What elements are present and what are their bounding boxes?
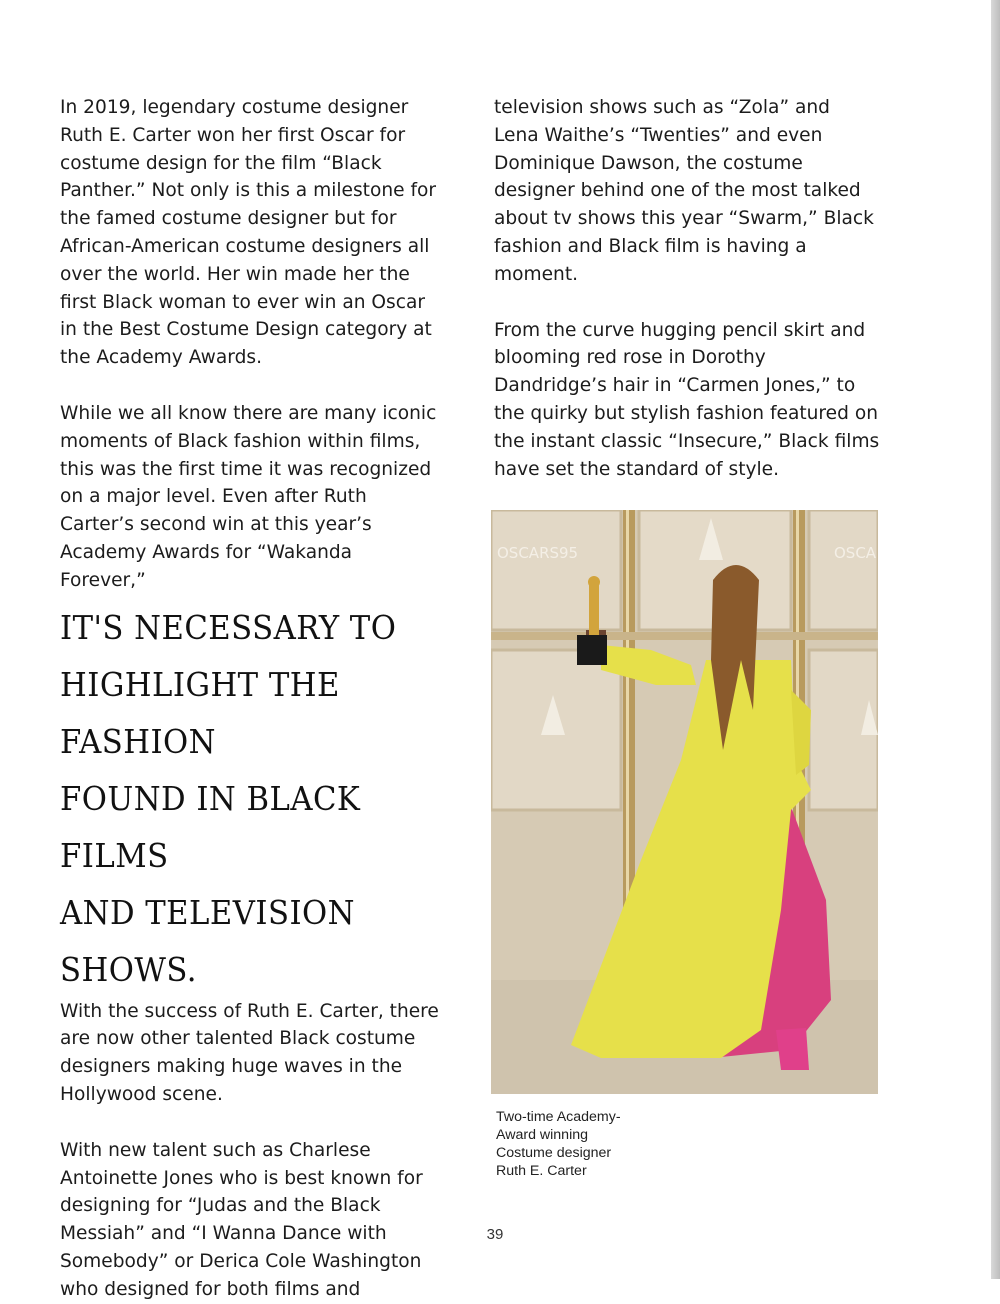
paragraph-new-talent: With new talent such as Charlese Antoinette Jones who is best known for designing for “Judas and the Black Messiah” and “I Wanna Dance with Somebody” or Derica Cole Washington who designed for both films and [60, 1139, 423, 1300]
backdrop-text-left: OSCARS95 [497, 544, 579, 562]
paragraph-iconic-moments: While we all know there are many iconic moments of Black fashion within films, this was the first time it was recognized on a major level. Even after Ruth Carter’s second win at this year’s Academy Awards for “Wakanda Forever,” [60, 402, 437, 591]
photo-illustration [491, 510, 878, 1094]
paragraph-style-standard: From the curve hugging pencil skirt and blooming red rose in Dorothy Dandridge’s hair in “Carmen Jones,” to the quirky but stylish fashion featured on the instant classic “Insecure,” Black films have set the standard of style. [494, 319, 880, 480]
left-column [60, 94, 475, 1304]
photo-ruth-carter [491, 510, 878, 1094]
paragraph-success: With the success of Ruth E. Carter, there are now other talented Black costume designers making huge waves in the Hollywood scene. [60, 1000, 439, 1105]
page-number: 39 [486, 1226, 504, 1243]
right-column [494, 94, 904, 483]
backdrop-text-right: OSCA [834, 544, 877, 562]
page-edge-shadow [991, 0, 1000, 1279]
pull-quote: IT'S NECESSARY TO HIGHLIGHT THE FASHION FOUND IN BLACK FILMS AND TELEVISION SHOWS. [60, 607, 397, 989]
photo-caption: Two-time Academy- Award winning Costume designer Ruth E. Carter [496, 1109, 621, 1179]
paragraph-tv-shows: television shows such as “Zola” and Lena Waithe’s “Twenties” and even Dominique Dawson, the costume designer behind one of the most talked about tv shows this year “Swarm,” Black fashion and Black film is having a moment. [494, 97, 874, 285]
paragraph-intro: In 2019, legendary costume designer Ruth E. Carter won her first Oscar for costume design for the film “Black Panther.” Not only is this a milestone for the famed costume designer but for African-American costume designers all over the world. Her win made her the first Black woman to ever win an Oscar in the Best Costume Design category at the Academy Awards. [60, 97, 437, 369]
